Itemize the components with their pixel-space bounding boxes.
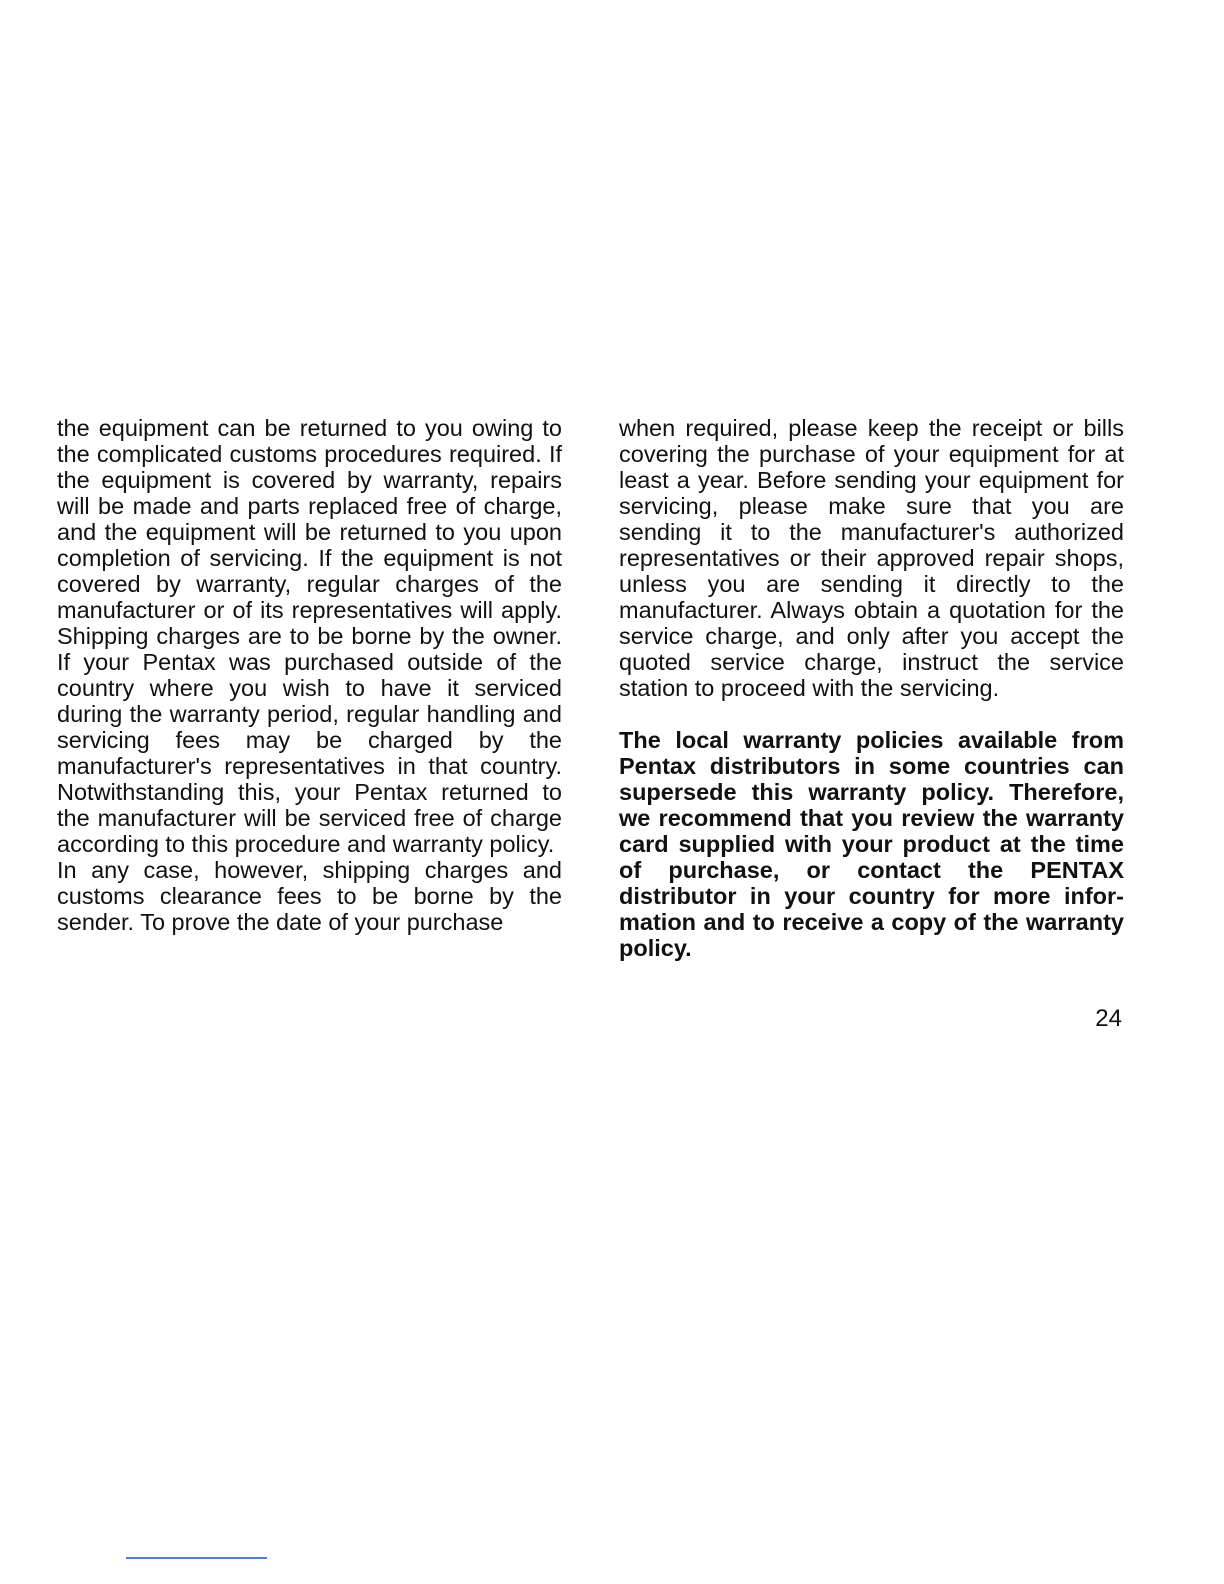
right-column — [619, 415, 1124, 961]
left-paragraph-shipping-charges: In any case, however, shipping charges and customs clearance fees to be borne by the sender. To prove the date of your purchase — [57, 857, 562, 935]
left-column — [57, 415, 562, 935]
warranty-policy-notice: The local warranty policies available from Pentax distributors in some countries can supersede this warranty policy. Therefore, we recommend that you review the warranty card supplied with your product at the time of purchase, or contact the PENTAX distributor in your country for more information and to receive a copy of the warranty policy. — [619, 727, 1124, 961]
left-paragraph-warranty-repairs: the equipment can be returned to you owing to the complicated customs procedures required. If the equipment is covered by warranty, repairs will be made and parts replaced free of charge, and the equipment will be returned to you upon completion of servicing. If the equipment is not covered by warranty, regular charges of the manufacturer or of its representatives will apply. Shipping charges are to be borne by the owner. If your Pentax was purchased outside of the country where you wish to have it serviced during the warranty period, regular handling and servicing fees may be charged by the manufacturer's representatives in that country. Notwithstanding this, your Pentax returned to the manufacturer will be serviced free of charge according to this procedure and warranty policy. — [57, 415, 562, 857]
page-number: 24 — [1095, 1005, 1122, 1032]
bottom-divider-line — [126, 1557, 267, 1559]
right-paragraph-receipt-quotation: when required, please keep the receipt or bills covering the purchase of your equipment for at least a year. Before sending your equipment for servicing, please make sure that you are sending it to the manufacturer's authorized representatives or their approved repair shops, unless you are sending it directly to the manufacturer. Always obtain a quotation for the service charge, and only after you accept the quoted service charge, instruct the service station to proceed with the servicing. — [619, 415, 1124, 701]
